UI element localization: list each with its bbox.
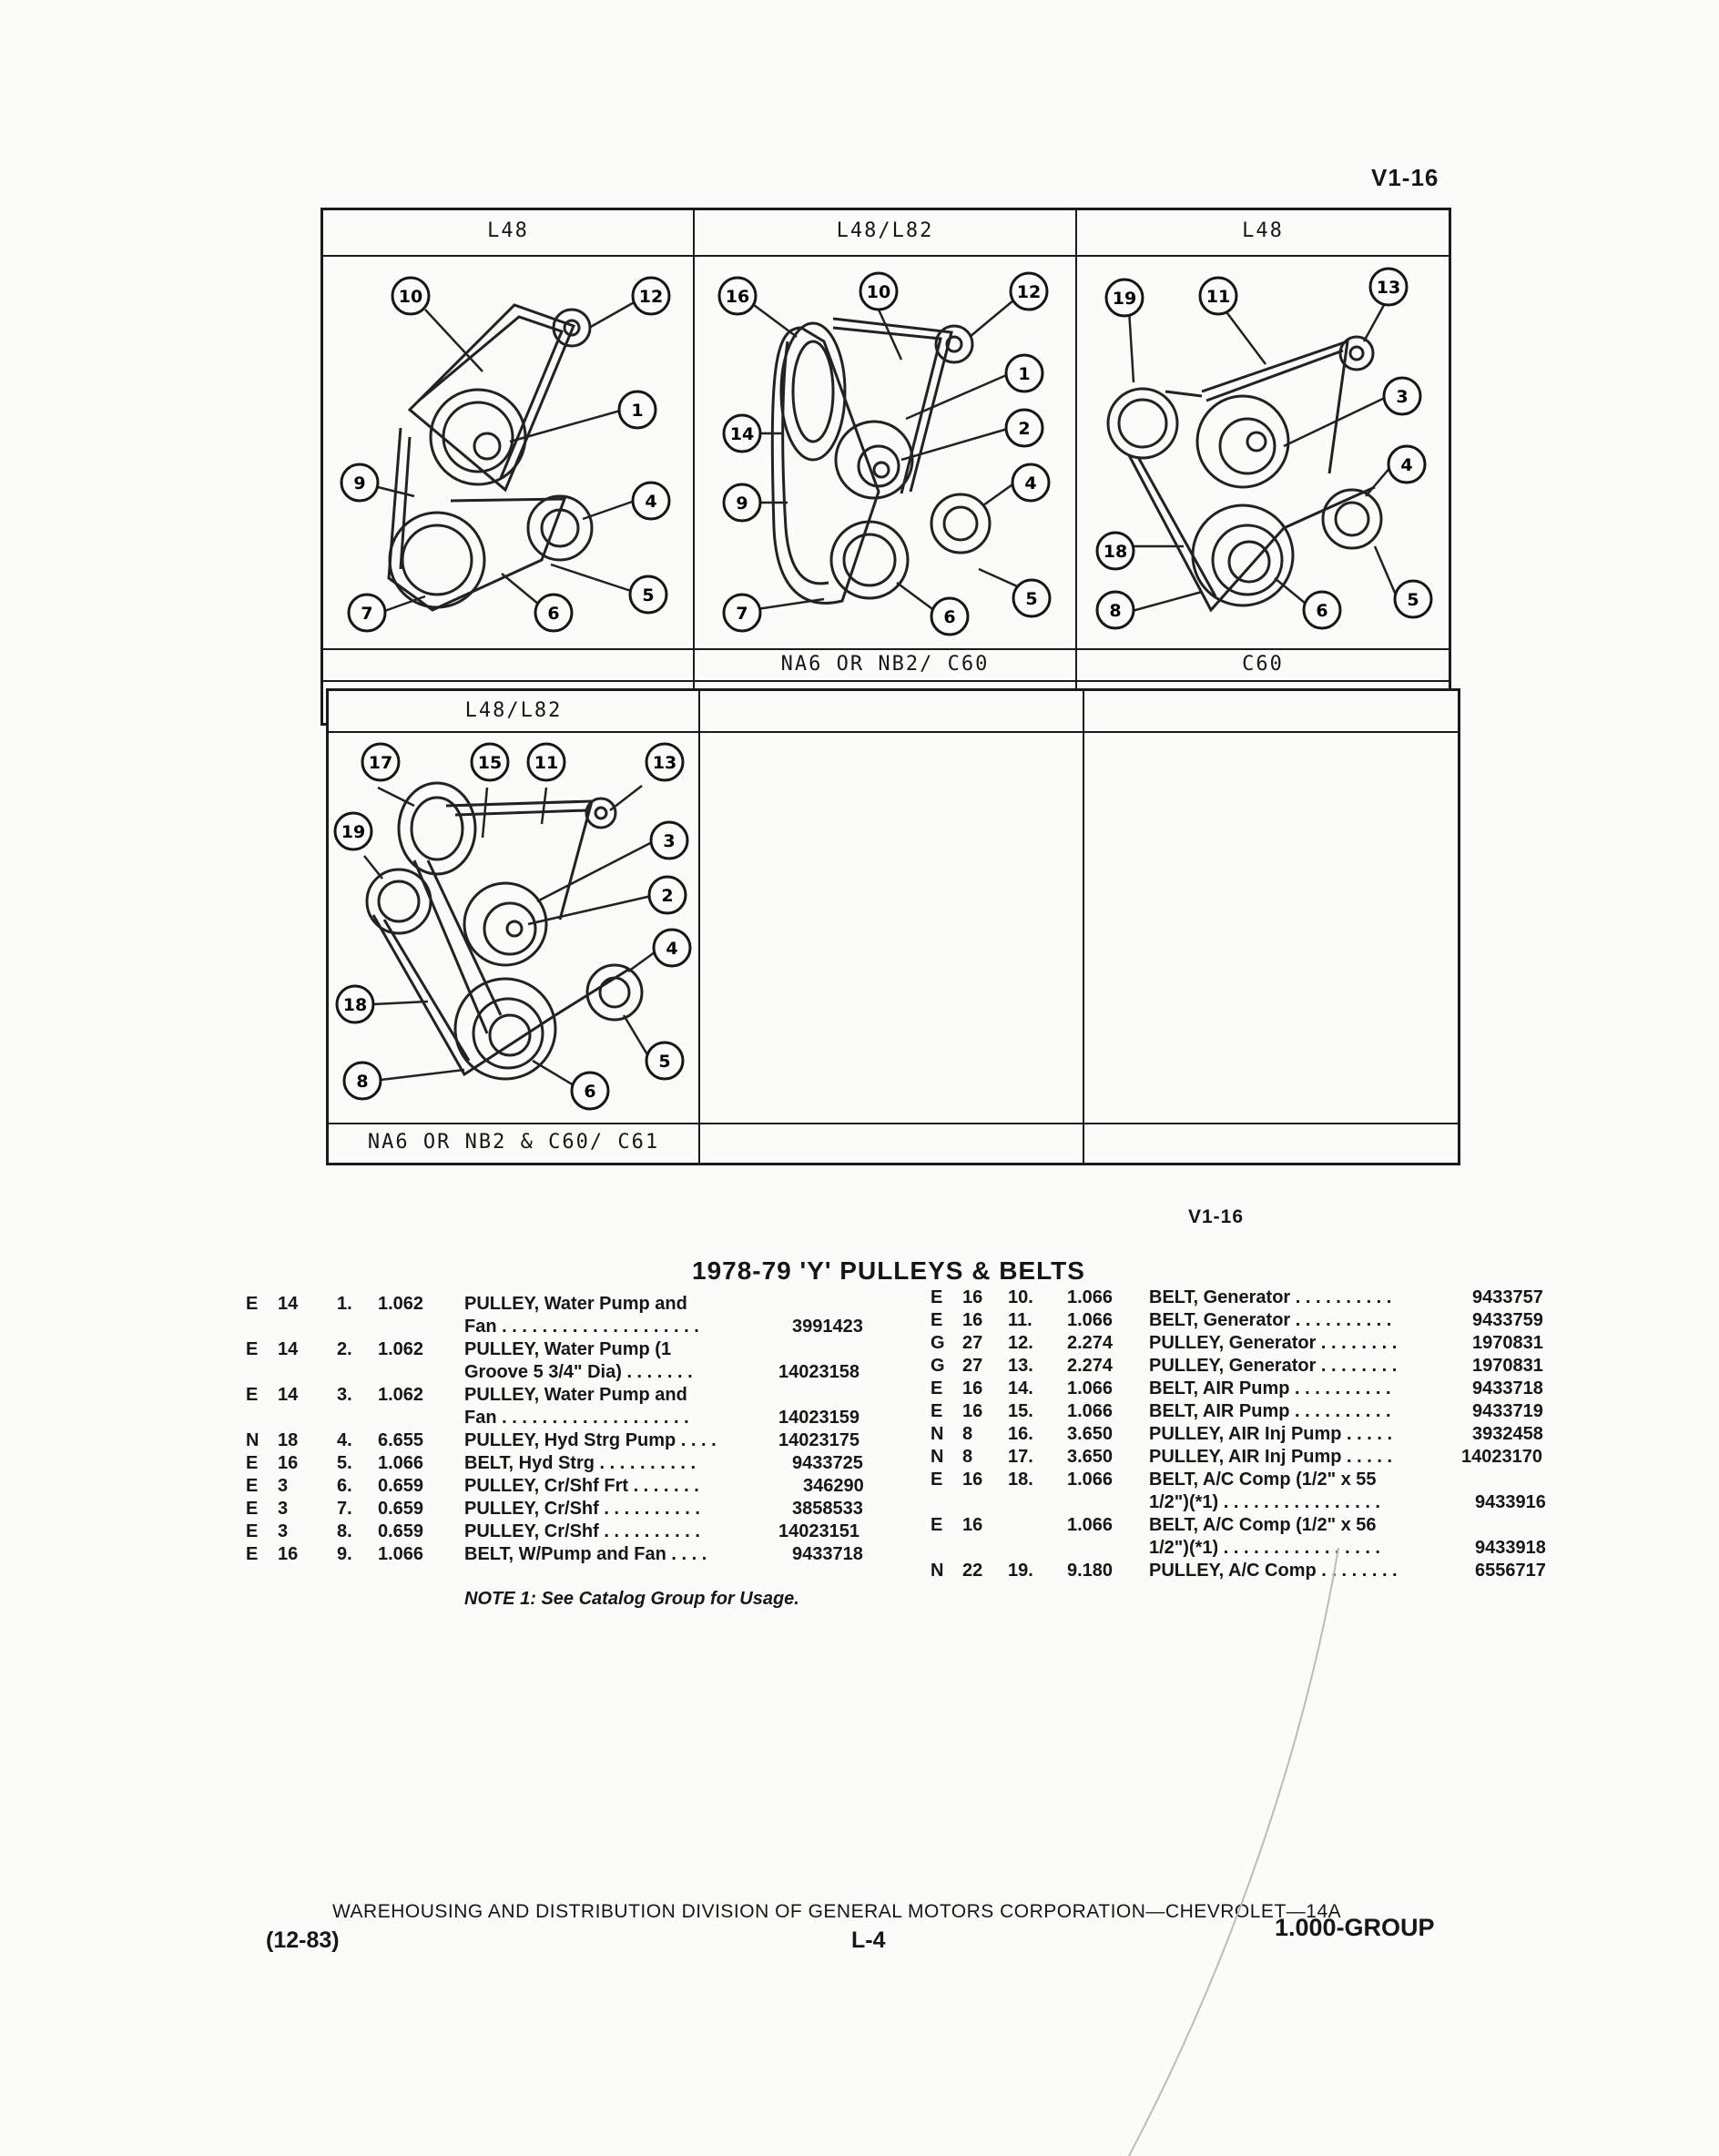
svg-text:7: 7 bbox=[361, 604, 373, 624]
parts-list-left bbox=[246, 1293, 901, 1566]
svg-text:19: 19 bbox=[1112, 289, 1137, 309]
svg-text:3: 3 bbox=[1396, 387, 1409, 407]
svg-text:9: 9 bbox=[353, 473, 366, 493]
callout-14 bbox=[724, 415, 760, 452]
callout-8 bbox=[344, 1063, 381, 1099]
svg-text:18: 18 bbox=[342, 995, 368, 1015]
callout-5 bbox=[630, 576, 666, 613]
callout-13 bbox=[1370, 269, 1407, 305]
callout-16 bbox=[719, 278, 756, 314]
svg-text:1: 1 bbox=[1018, 364, 1031, 384]
parts-row: E 14 3. 1.062 PULLEY, Water Pump and bbox=[246, 1385, 687, 1405]
parts-row: E 16 9. 1.066 BELT, W/Pump and Fan . . . . 9433718 bbox=[246, 1544, 863, 1564]
callout-1 bbox=[1006, 355, 1043, 392]
callout-4 bbox=[1012, 464, 1049, 501]
usage-note: NOTE 1: See Catalog Group for Usage. bbox=[464, 1589, 799, 1609]
parts-row: E 3 8. 0.659 PULLEY, Cr/Shf . . . . . . . . . . 14023151 bbox=[246, 1521, 860, 1541]
callout-11 bbox=[1200, 278, 1236, 314]
callout-19 bbox=[335, 813, 371, 849]
figure-3-belt-diagram bbox=[1074, 255, 1448, 646]
parts-row: G 27 13. 2.274 PULLEY, Generator . . . . . . . . 1970831 bbox=[931, 1356, 1543, 1376]
callout-7 bbox=[349, 595, 385, 631]
page-id-top: V1-16 bbox=[1371, 164, 1439, 191]
callout-18 bbox=[337, 986, 373, 1022]
parts-row: 1/2")(*1) . . . . . . . . . . . . . . . . 9433916 bbox=[1149, 1492, 1546, 1512]
parts-row: Groove 5 3/4" Dia) . . . . . . . 14023158 bbox=[464, 1362, 860, 1382]
footer-division: WAREHOUSING AND DISTRIBUTION DIVISION OF GENERAL MOTORS CORPORATION—CHEVROLET—14A bbox=[332, 1901, 1342, 1922]
svg-text:5: 5 bbox=[642, 585, 655, 605]
callout-9 bbox=[341, 464, 378, 501]
callout-17 bbox=[362, 744, 399, 780]
callout-4 bbox=[633, 483, 669, 519]
parts-row: N 18 4. 6.655 PULLEY, Hyd Strg Pump . . . . 14023175 bbox=[246, 1430, 860, 1450]
svg-text:15: 15 bbox=[477, 753, 503, 773]
svg-text:6: 6 bbox=[584, 1082, 596, 1102]
parts-row: Fan . . . . . . . . . . . . . . . . . . . 14023159 bbox=[464, 1408, 860, 1428]
svg-text:13: 13 bbox=[1376, 278, 1401, 298]
callout-6 bbox=[1304, 592, 1340, 628]
parts-row: E 16 10. 1.066 BELT, Generator . . . . . . . . . . 9433757 bbox=[931, 1287, 1543, 1307]
svg-text:5: 5 bbox=[1407, 590, 1419, 610]
figure-3-caption: C60 bbox=[1242, 653, 1284, 676]
figure-1-header: L48 bbox=[487, 219, 529, 242]
parts-row: E 16 18. 1.066 BELT, A/C Comp (1/2" x 55 bbox=[931, 1470, 1377, 1490]
svg-text:19: 19 bbox=[341, 822, 366, 842]
parts-row: E 14 1. 1.062 PULLEY, Water Pump and bbox=[246, 1294, 687, 1314]
callout-5 bbox=[1395, 581, 1431, 617]
callout-11 bbox=[528, 744, 565, 780]
scan-artifact-line bbox=[1111, 1548, 1384, 2156]
svg-text:6: 6 bbox=[943, 607, 956, 627]
callout-1 bbox=[619, 392, 656, 428]
parts-row: E 16 14. 1.066 BELT, AIR Pump . . . . . . . . . . 9433718 bbox=[931, 1378, 1543, 1398]
callout-6 bbox=[535, 595, 572, 631]
callout-2 bbox=[649, 877, 686, 913]
parts-row: E 16 5. 1.066 BELT, Hyd Strg . . . . . . . . . . 9433725 bbox=[246, 1453, 863, 1473]
svg-text:11: 11 bbox=[1205, 287, 1231, 307]
figure-4-caption: NA6 OR NB2 & C60/ C61 bbox=[367, 1131, 660, 1154]
svg-text:1: 1 bbox=[631, 401, 644, 421]
parts-row: E 16 15. 1.066 BELT, AIR Pump . . . . . . . . . . 9433719 bbox=[931, 1401, 1543, 1421]
callout-13 bbox=[646, 744, 683, 780]
figure-2-caption: NA6 OR NB2/ C60 bbox=[780, 653, 990, 676]
figure-2-belt-diagram bbox=[697, 255, 1079, 646]
figure-2-header: L48/L82 bbox=[836, 219, 934, 242]
parts-row: G 27 12. 2.274 PULLEY, Generator . . . . . . . . 1970831 bbox=[931, 1333, 1543, 1353]
callout-6 bbox=[572, 1073, 608, 1109]
parts-row: E 3 7. 0.659 PULLEY, Cr/Shf . . . . . . . . . . 3858533 bbox=[246, 1499, 863, 1519]
figure-4-header: L48/L82 bbox=[464, 699, 563, 722]
callout-4 bbox=[654, 930, 690, 966]
svg-text:7: 7 bbox=[736, 604, 748, 624]
svg-text:4: 4 bbox=[666, 939, 678, 959]
parts-row: E 16 11. 1.066 BELT, Generator . . . . . . . . . . 9433759 bbox=[931, 1310, 1543, 1330]
svg-text:8: 8 bbox=[356, 1072, 369, 1092]
svg-text:12: 12 bbox=[1016, 282, 1042, 302]
section-title: 1978-79 'Y' PULLEYS & BELTS bbox=[692, 1256, 1085, 1285]
parts-row: N 22 19. 9.180 PULLEY, A/C Comp . . . . . . . . 6556717 bbox=[931, 1561, 1546, 1581]
callout-7 bbox=[724, 595, 760, 631]
svg-text:4: 4 bbox=[1024, 473, 1037, 493]
callout-10 bbox=[392, 278, 429, 314]
parts-row: N 8 17. 3.650 PULLEY, AIR Inj Pump . . . . . 14023170 bbox=[931, 1447, 1542, 1467]
callout-9 bbox=[724, 484, 760, 521]
svg-text:10: 10 bbox=[398, 287, 423, 307]
callout-4 bbox=[1388, 446, 1425, 483]
svg-text:6: 6 bbox=[547, 604, 560, 624]
callout-19 bbox=[1106, 280, 1143, 316]
svg-text:17: 17 bbox=[368, 753, 393, 773]
page-id-mid: V1-16 bbox=[1188, 1206, 1245, 1227]
svg-text:4: 4 bbox=[645, 492, 657, 512]
callout-10 bbox=[860, 273, 897, 310]
parts-row: E 3 6. 0.659 PULLEY, Cr/Shf Frt . . . . . . . 346290 bbox=[246, 1476, 864, 1496]
callout-3 bbox=[1384, 378, 1420, 414]
callout-12 bbox=[633, 278, 669, 314]
callout-3 bbox=[651, 822, 687, 859]
svg-text:3: 3 bbox=[663, 831, 676, 851]
svg-text:13: 13 bbox=[652, 753, 677, 773]
footer-date: (12-83) bbox=[266, 1927, 340, 1953]
callout-5 bbox=[646, 1042, 683, 1079]
svg-text:10: 10 bbox=[866, 282, 891, 302]
parts-row: E 16 1.066 BELT, A/C Comp (1/2" x 56 bbox=[931, 1515, 1377, 1535]
figure-4-belt-diagram bbox=[328, 733, 692, 1115]
footer-group: 1.000-GROUP bbox=[1275, 1914, 1435, 1941]
figure-3-header: L48 bbox=[1242, 219, 1284, 242]
footer-page-number: L-4 bbox=[851, 1927, 886, 1953]
callout-2 bbox=[1006, 410, 1043, 446]
svg-text:8: 8 bbox=[1109, 601, 1122, 621]
callout-5 bbox=[1013, 580, 1050, 616]
svg-text:6: 6 bbox=[1316, 601, 1328, 621]
callout-15 bbox=[472, 744, 508, 780]
svg-text:12: 12 bbox=[638, 287, 664, 307]
svg-text:2: 2 bbox=[1018, 419, 1031, 439]
parts-row: Fan . . . . . . . . . . . . . . . . . . . . 3991423 bbox=[464, 1317, 863, 1337]
svg-text:9: 9 bbox=[736, 493, 748, 514]
parts-row: E 14 2. 1.062 PULLEY, Water Pump (1 bbox=[246, 1339, 672, 1359]
parts-row: N 8 16. 3.650 PULLEY, AIR Inj Pump . . . . . 3932458 bbox=[931, 1424, 1543, 1444]
svg-text:4: 4 bbox=[1400, 455, 1413, 475]
svg-text:14: 14 bbox=[729, 424, 755, 444]
callout-18 bbox=[1097, 533, 1134, 569]
parts-row: 1/2")(*1) . . . . . . . . . . . . . . . . 9433918 bbox=[1149, 1538, 1546, 1558]
callout-6 bbox=[931, 598, 968, 635]
svg-text:2: 2 bbox=[661, 886, 674, 906]
svg-text:16: 16 bbox=[725, 287, 750, 307]
callout-12 bbox=[1011, 273, 1047, 310]
svg-text:11: 11 bbox=[534, 753, 559, 773]
figure-1-belt-diagram bbox=[323, 255, 687, 646]
svg-text:5: 5 bbox=[658, 1052, 671, 1072]
svg-text:18: 18 bbox=[1103, 542, 1128, 562]
parts-list-right bbox=[931, 1286, 1577, 1582]
svg-text:5: 5 bbox=[1025, 589, 1038, 609]
callout-8 bbox=[1097, 592, 1134, 628]
